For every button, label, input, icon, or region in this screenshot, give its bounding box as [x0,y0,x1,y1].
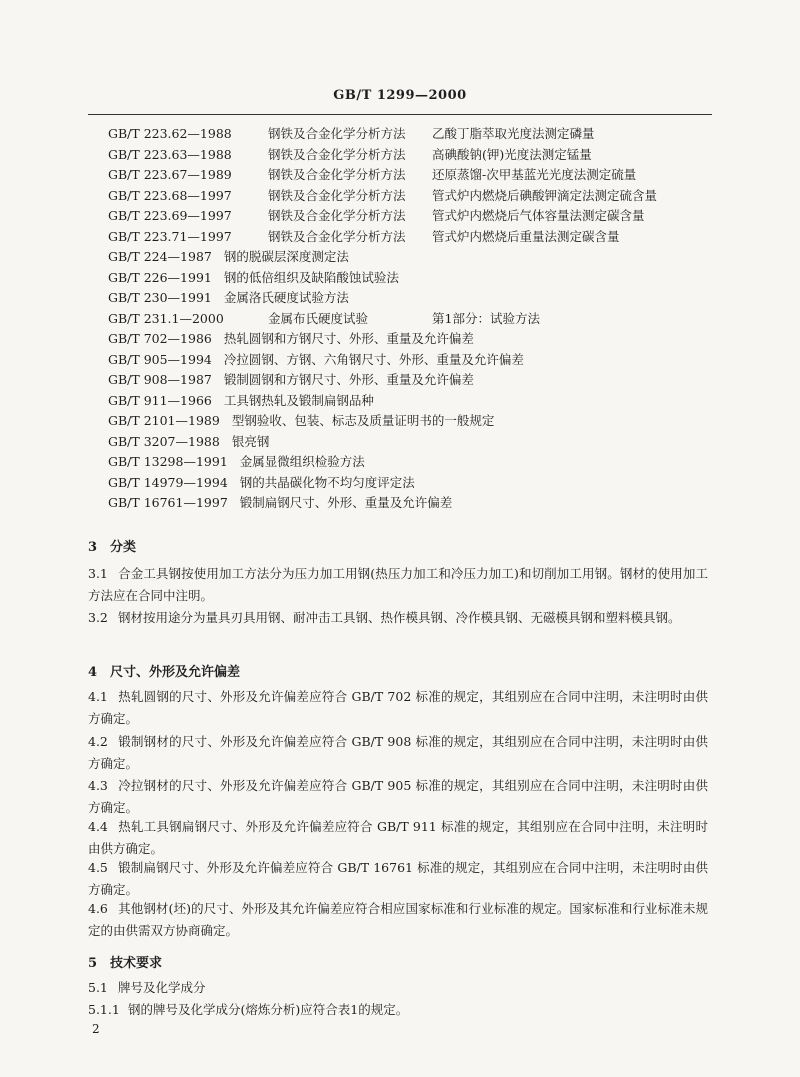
reference-title: 钢的低倍组织及缺陷酸蚀试验法 [223,269,399,285]
reference-title: 热轧圆钢和方钢尺寸、外形、重量及允许偏差 [223,331,474,346]
reference-item [108,432,708,453]
reference-code: GB/T 3207—1988 [108,433,220,449]
reference-title: 钢铁及合金化学分析方法 [268,208,406,223]
reference-code: GB/T 231.1—2000 [108,310,224,326]
reference-item [108,391,708,412]
reference-title: 钢的共晶碳化物不均匀度评定法 [239,474,415,490]
clause-4-4: 4.4 热轧工具钢扁钢尺寸、外形及允许偏差应符合 GB/T 911 标准的规定，其组别应在合同中注明，未注明时由供方确定。 [88,819,708,856]
page-header: GB/T 1299—2000 [333,88,467,103]
reference-code: GB/T 702—1986 [108,331,212,346]
reference-item [108,165,708,186]
reference-item [108,268,708,289]
reference-method: 管式炉内燃烧后重量法测定碳含量 [432,228,620,244]
clause-3-1: 3.1 合金工具钢按使用加工方法分为压力加工用钢(热压力加工和冷压力加工)和切削加工用钢。钢材的使用加工方法应在合同中注明。 [88,566,708,603]
reference-title: 金属洛氏硬度试验方法 [223,290,349,305]
reference-code: GB/T 223.71—1997 [108,228,232,244]
reference-item [108,227,708,248]
reference-title: 钢铁及合金化学分析方法 [268,228,406,244]
reference-title: 冷拉圆钢、方钢、六角钢尺寸、外形、重量及允许偏差 [223,351,524,367]
reference-code: GB/T 905—1994 [108,351,212,367]
reference-title: 金属显微组织检验方法 [239,454,365,469]
reference-title: 钢铁及合金化学分析方法 [268,146,406,162]
reference-title: 钢铁及合金化学分析方法 [268,167,406,182]
reference-item [108,370,708,391]
clause-4-2: 4.2 锻制钢材的尺寸、外形及允许偏差应符合 GB/T 908 标准的规定，其组别应在合同中注明，未注明时由供方确定。 [88,734,708,771]
reference-title: 锻制圆钢和方钢尺寸、外形、重量及允许偏差 [223,372,474,387]
reference-item [108,309,708,330]
reference-code: GB/T 908—1987 [108,372,212,387]
reference-code: GB/T 223.68—1997 [108,187,232,203]
reference-item [108,206,708,227]
reference-title: 锻制扁钢尺寸、外形、重量及允许偏差 [239,495,453,510]
reference-title: 钢铁及合金化学分析方法 [268,126,406,141]
reference-item [108,329,708,350]
reference-item [108,186,708,207]
reference-title: 银亮钢 [231,433,270,449]
clause-4-3: 4.3 冷拉钢材的尺寸、外形及允许偏差应符合 GB/T 905 标准的规定，其组别应在合同中注明，未注明时由供方确定。 [88,778,708,815]
reference-code: GB/T 223.67—1989 [108,167,232,182]
header-divider [88,114,712,115]
reference-method: 高碘酸钠(钾)光度法测定锰量 [432,146,592,162]
reference-code: GB/T 2101—1989 [108,413,220,428]
clause-5-1: 5.1 牌号及化学成分 [88,980,206,995]
reference-code: GB/T 230—1991 [108,290,212,305]
reference-item [108,145,708,166]
reference-item [108,247,708,268]
reference-title: 型钢验收、包装、标志及质量证明书的一般规定 [231,413,495,428]
reference-item [108,493,708,514]
clause-4-5: 4.5 锻制扁钢尺寸、外形及允许偏差应符合 GB/T 16761 标准的规定，其组别应在合同中注明，未注明时由供方确定。 [88,860,708,897]
clause-3-2: 3.2 钢材按用途分为量具刃具用钢、耐冲击工具钢、热作模具钢、冷作模具钢、无磁模具钢和塑料模具钢。 [88,610,681,625]
reference-code: GB/T 226—1991 [108,269,212,285]
reference-method: 管式炉内燃烧后气体容量法测定碳含量 [432,208,645,223]
section-3-heading: 3 分类 [88,540,137,555]
reference-code: GB/T 224—1987 [108,249,212,264]
normative-references-list [108,124,708,514]
reference-method: 乙酸丁脂萃取光度法测定磷量 [432,126,595,141]
reference-code: GB/T 911—1966 [108,392,212,408]
reference-item [108,124,708,145]
reference-item [108,452,708,473]
reference-method: 第1部分：试验方法 [432,310,540,326]
reference-method: 管式炉内燃烧后碘酸钾滴定法测定硫含量 [432,187,658,203]
reference-item [108,473,708,494]
reference-title: 工具钢热轧及锻制扁钢品种 [223,392,374,408]
reference-item [108,411,708,432]
reference-code: GB/T 223.69—1997 [108,208,232,223]
reference-code: GB/T 223.63—1988 [108,146,232,162]
reference-code: GB/T 223.62—1988 [108,126,232,141]
page-number: 2 [92,1022,100,1036]
clause-4-1: 4.1 热轧圆钢的尺寸、外形及允许偏差应符合 GB/T 702 标准的规定，其组别应在合同中注明，未注明时由供方确定。 [88,689,708,726]
reference-code: GB/T 16761—1997 [108,495,228,510]
reference-title: 钢铁及合金化学分析方法 [268,187,406,203]
section-5-heading: 5 技术要求 [88,956,163,971]
clause-5-1-1: 5.1.1 钢的牌号及化学成分(熔炼分析)应符合表1的规定。 [88,1002,409,1017]
reference-code: GB/T 14979—1994 [108,474,228,490]
section-4-heading: 4 尺寸、外形及允许偏差 [88,665,241,680]
clause-4-6: 4.6 其他钢材(坯)的尺寸、外形及其允许偏差应符合相应国家标准和行业标准的规定。国家标准和行业标准未规定的由供需双方协商确定。 [88,901,708,938]
reference-item [108,350,708,371]
reference-method: 还原蒸馏-次甲基蓝光光度法测定硫量 [432,167,637,182]
reference-title: 金属布氏硬度试验 [268,310,369,326]
reference-code: GB/T 13298—1991 [108,454,228,469]
reference-item [108,288,708,309]
reference-title: 钢的脱碳层深度测定法 [223,249,349,264]
